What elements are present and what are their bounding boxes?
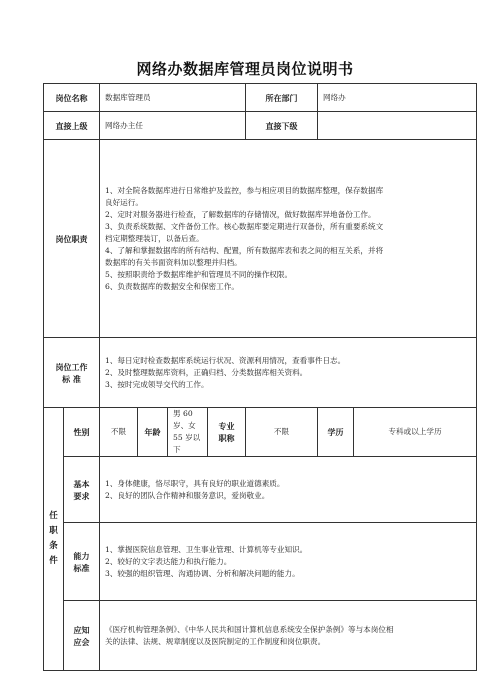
row-ability-standards bbox=[44, 523, 477, 601]
row-basic-requirements bbox=[44, 457, 477, 523]
basic-requirements-text bbox=[100, 457, 477, 523]
direct-subordinate-label: 直接下级 bbox=[246, 112, 318, 140]
age-value-line: 男 60 岁、女 bbox=[173, 409, 196, 430]
work-standard-line: 1、每日定时检查数据库系统运行状况、资源利用情况，查看事件日志。 bbox=[105, 355, 346, 365]
basic-requirements-label bbox=[64, 457, 100, 523]
basic-requirements-label-line: 要求 bbox=[73, 490, 90, 501]
duty-line: 3、负责系统数据、文件备份工作。核心数据库要定期进行双备份，所有重要系统文 bbox=[105, 221, 384, 231]
education-label: 学历 bbox=[318, 408, 354, 457]
ability-standard-line: 1、掌握医院信息管理、卫生事业管理、计算机等专业知识。 bbox=[105, 544, 308, 554]
required-knowledge-label-line: 应会 bbox=[73, 636, 90, 647]
duty-line: 档定期整理装订，以备后查。 bbox=[105, 233, 204, 243]
major-title-value: 不限 bbox=[246, 408, 318, 457]
basic-requirement-line: 2、良好的团队合作精神和服务意识，爱岗敬业。 bbox=[105, 490, 270, 500]
qualifications-side-label bbox=[44, 408, 64, 671]
work-standard-text bbox=[100, 338, 477, 408]
ability-standards-label bbox=[64, 523, 100, 601]
work-standard-line: 2、及时整理数据库资料，正确归档、分类数据库相关资料。 bbox=[105, 367, 308, 377]
post-name-label: 岗位名称 bbox=[44, 84, 100, 112]
duty-line: 4、了解和掌握数据库的所有结构、配置，所有数据库表和表之间的相互关系，并将 bbox=[105, 245, 384, 255]
duty-line: 良好运行。 bbox=[105, 197, 143, 207]
side-label-char: 件 bbox=[49, 556, 58, 566]
ability-standards-label-line: 能力 bbox=[73, 550, 90, 561]
required-knowledge-text bbox=[100, 601, 477, 671]
direct-superior-label: 直接上级 bbox=[44, 112, 100, 140]
row-qualification-attributes bbox=[44, 408, 477, 457]
duty-line: 5、按照职责给予数据库维护和管理员不同的操作权限。 bbox=[105, 269, 293, 279]
row-post-name bbox=[44, 84, 477, 112]
job-description-table bbox=[43, 83, 477, 671]
duty-line: 1、对全院各数据库进行日常维护及监控，参与相应项目的数据库整理，保存数据库 bbox=[105, 185, 384, 195]
duty-line: 数据库的有关书面资料加以整理并归档。 bbox=[105, 257, 242, 267]
work-standard-label-line: 岗位工作 bbox=[55, 361, 88, 372]
document-title: 网络办数据库管理员岗位说明书 bbox=[136, 60, 354, 78]
side-label-char: 任 bbox=[49, 511, 58, 521]
basic-requirements-label-line: 基本 bbox=[73, 478, 90, 489]
row-duties bbox=[44, 140, 477, 338]
department-value: 网络办 bbox=[318, 84, 477, 112]
required-knowledge-label-line: 应知 bbox=[73, 624, 90, 635]
duties-text bbox=[100, 140, 477, 338]
row-work-standard bbox=[44, 338, 477, 408]
education-value: 专科或以上学历 bbox=[354, 408, 477, 457]
duty-line: 6、负责数据库的数据安全和保密工作。 bbox=[105, 281, 239, 291]
major-title-label-line: 职称 bbox=[218, 433, 235, 443]
age-value-line: 55 岁以下 bbox=[173, 433, 201, 454]
major-title-label bbox=[208, 408, 246, 457]
basic-requirement-line: 1、身体健康，恪尽职守，具有良好的职业道德素质。 bbox=[105, 478, 285, 488]
duty-line: 2、定时对服务器进行检查，了解数据库的存储情况，做好数据库异地备份工作。 bbox=[105, 209, 376, 219]
gender-label: 性别 bbox=[64, 408, 100, 457]
side-label-char: 职 bbox=[49, 526, 58, 536]
post-name-value: 数据库管理员 bbox=[100, 84, 246, 112]
direct-subordinate-value bbox=[318, 112, 477, 140]
required-knowledge-line: 关的法律、法规、规章制度以及医院制定的工作制度和岗位职责。 bbox=[105, 636, 326, 646]
work-standard-line: 3、按时完成领导交代的工作。 bbox=[105, 379, 209, 389]
duties-label: 岗位职责 bbox=[44, 140, 100, 338]
required-knowledge-line: 《医疗机构管理条例》、《中华人民共和国计算机信息系统安全保护条例》等与本岗位相 bbox=[105, 624, 394, 634]
work-standard-label bbox=[44, 338, 100, 408]
required-knowledge-label bbox=[64, 601, 100, 671]
work-standard-label-line: 标 准 bbox=[62, 373, 81, 384]
ability-standard-line: 2、较好的文字表达能力和执行能力。 bbox=[105, 556, 232, 566]
age-label: 年龄 bbox=[138, 408, 168, 457]
age-value bbox=[168, 408, 208, 457]
ability-standards-text bbox=[100, 523, 477, 601]
ability-standard-line: 3、较强的组织管理、沟通协调、分析和解决问题的能力。 bbox=[105, 568, 300, 578]
row-required-knowledge bbox=[44, 601, 477, 671]
side-label-char: 条 bbox=[49, 541, 58, 551]
row-superior bbox=[44, 112, 477, 140]
gender-value: 不限 bbox=[100, 408, 138, 457]
direct-superior-value: 网络办主任 bbox=[100, 112, 246, 140]
department-label: 所在部门 bbox=[246, 84, 318, 112]
ability-standards-label-line: 标准 bbox=[73, 562, 90, 573]
major-title-label-line: 专业 bbox=[218, 421, 235, 431]
